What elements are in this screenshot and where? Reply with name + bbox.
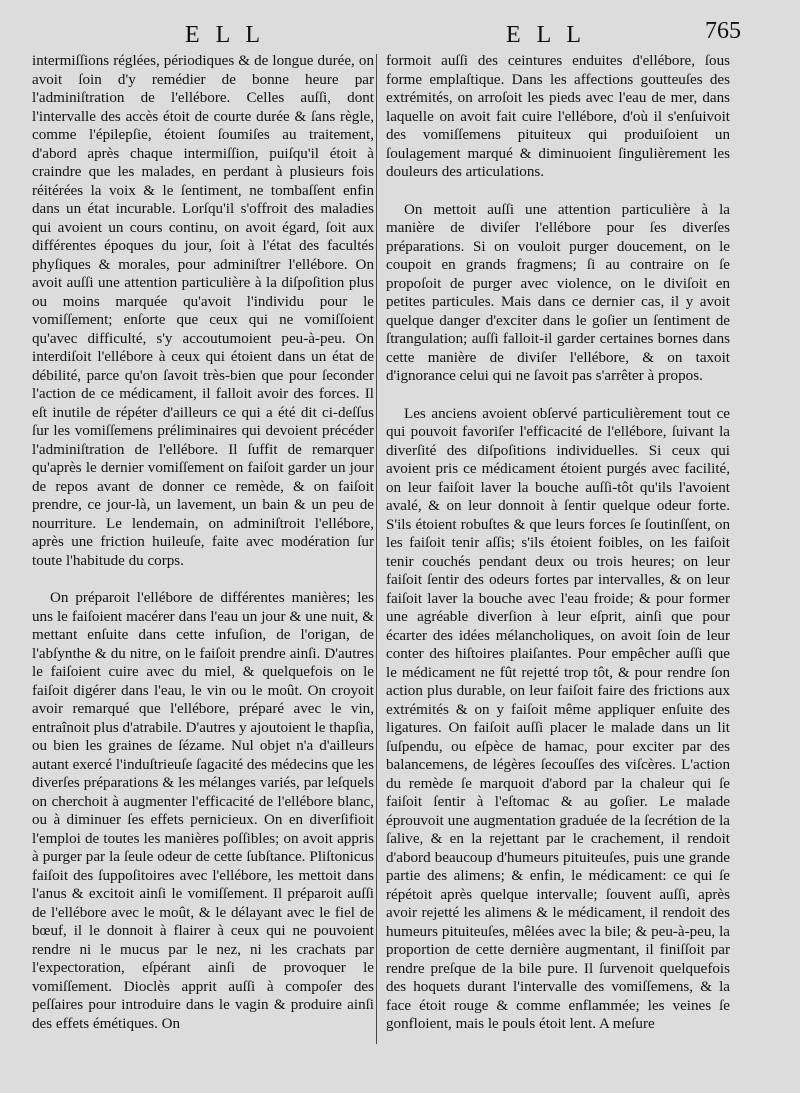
left-column <box>32 52 374 1033</box>
column-divider <box>376 54 377 1044</box>
running-head-right: E L L <box>506 22 587 48</box>
paragraph: formoit auſſi des ceintures enduites d'ellébore, ſous forme emplaſtique. Dans les affections goutteuſes des extrémités, on arroſoit les pieds avec l'eau de mer, dans laquelle on avoit fait cuire l'ellébore, d'où il s'enſuivoit des vomiſſemens pituiteux qui produiſoient un ſoulagement marqué & diminuoient ſingulièrement les douleurs des articulations. <box>386 53 730 180</box>
paragraph: On mettoit auſſi une attention particulière à la manière de diviſer l'ellébore pour ſes diverſes préparations. Si on vouloit purger doucement, on le coupoit en grands fragmens; ſi au contraire on ſe propoſoit de purger avec violence, on le diviſoit en petites particules. Mais dans ce dernier cas, il y avoit quelque danger d'exciter dans le goſier un ſentiment de ſtrangulation; auſſi falloit-il garder certaines bornes dans cette manière de diviſer l'ellébore, & on taxoit d'ignorance celui qui ne ſavoit pas s'arrêter à propos. <box>386 201 730 384</box>
page-number: 765 <box>705 18 741 44</box>
paragraph: Les anciens avoient obſervé particulièrement tout ce qui pouvoit favoriſer l'efficacité de l'ellébore, ſuivant la diverſité des diſpoſitions individuelles. Si ceux qui avoient pris ce médicament étoient purgés avec facilité, on leur faiſoit laver la bouche auſſi-tôt qu'ils l'avoient avalé, & on leur donnoit à ſentir quelque odeur forte. S'ils étoient robuſtes & que leurs forces ſe ſoutinſſent, on les faiſoit tenir aſſis; s'ils étoient foibles, on les faiſoit tenir couchés pendant deux ou trois heures; on leur faiſoit ſentir des odeurs fortes par intervalles, & on leur faiſoit laver la bouche avec l'eau froide; & pour former une agréable diverſion à leur eſprit, ainſi que pour écarter des idées mélancholiques, on avoit ſoin de leur conter des hiſtoires plaiſantes. Pour empêcher auſſi que le médicament ne fût rejetté trop tôt, & pour rendre ſon action plus durable, on leur faiſoit faire des frictions aux extrémités & on y faiſoit même appliquer enſuite des ligatures. On faiſoit auſſi placer le malade dans un lit ſuſpendu, ou eſpèce de hamac, pour exciter par des balancemens, de légères ſecouſſes des viſcères. L'action du remède ſe marquoit d'abord par la chaleur qui ſe faiſoit ſentir à l'eſtomac & au goſier. Le malade éprouvoit une augmentation graduée de la ſecrétion de la ſalive, & en la rejettant par le crachement, il rendoit d'abord beaucoup d'humeurs pituiteuſes, puis une grande partie des alimens; & enfin, le médicament: ce qui ſe répétoit après quelque intervalle; ſouvent auſſi, après avoir rejetté les alimens & le médicament, il rendoit des humeurs pituiteuſes, mêlées avec la bile; & peu-à-peu, la proportion de cette dernière augmentant, il finiſſoit par rendre preſque de la bile pure. Il ſurvenoit quelquefois des hoquets durant l'intervalle des vomiſſemens, & la face étoit rouge & comme enflammée; les veines ſe gonfloient, mais le pouls étoit lent. A meſure <box>386 405 730 1032</box>
paragraph: On préparoit l'ellébore de différentes manières; les uns le faiſoient macérer dans l'eau un jour & une nuit, & mettant enſuite dans cette infuſion, de l'origan, de l'abſynthe & du nitre, on le faiſoit prendre ainſi. D'autres le faiſoient cuire avec du miel, & quelquefois on le faiſoit digérer dans l'eau, le vin ou le moût. On croyoit avoir remarqué que l'ellébore, préparé avec le vin, entraînoit plus d'atrabile. D'autres y ajoutoient le thapſia, ou bien les graines de ſézame. Nul objet n'a d'ailleurs autant exercé l'induſtrieuſe ſagacité des médecins que les diverſes préparations & les mélanges variés, par leſquels on cherchoit à augmenter l'efficacité de l'ellébore blanc, ou à diminuer ſes effets pernicieux. On en diverſifioit l'emploi de toutes les manières poſſibles; on avoit appris à purger par la ſeule odeur de cette ſubſtance. Pliſtonicus faiſoit des ſuppoſitoires avec l'ellébore, les mettoit dans l'anus & excitoit ainſi le vomiſſement. Il préparoit auſſi de l'ellébore avec le moût, & le délayant avec le fiel de bœuf, il le donnoit à flairer à ceux qui ne pouvoient rendre ni le mucus par le nez, ni les crachats par l'expectoration, eſpérant ainſi de provoquer le vomiſſement. Dioclès apprit auſſi à compoſer des peſſaires pour introduire dans le vagin & produire ainſi des effets émétiques. On <box>32 590 375 1032</box>
right-column <box>386 52 730 1034</box>
paragraph: intermiſſions réglées, périodiques & de longue durée, on avoit ſoin d'y remédier de bonne heure par l'adminiſtration de l'ellébore. Celles auſſi, dont l'intervalle des accès étoit de courte durée & ſans règle, comme l'épilepſie, étoient ſoumiſes au traitement, d'abord après chaque intermiſſion, puiſqu'il étoit à craindre que les malades, en perdant à plusieurs fois réitérées la voix & le ſentiment, ne tombaſſent enfin dans un état incurable. Lorſqu'il s'offroit des maladies qui avoient un cours continu, on avoit égard, ſoit aux différentes époques du jour, ſoit à l'état des facultés phyſiques & morales, pour adminiſtrer l'ellébore. On avoit auſſi une attention particulière à la diſpoſition plus ou moins marquée qu'avoit l'individu pour le vomiſſement; enſorte que ceux qui ne vomiſſoient qu'avec difficulté, s'y accoutumoient peu-à-peu. On interdiſoit l'ellébore à ceux qui étoient dans un état de débilité, parce qu'on ſavoit très-bien que pour ſeconder l'action de ce médicament, il falloit avoir des forces. Il eſt inutile de répéter d'ailleurs ce qui a été dit ci-deſſus ſur les vomiſſemens préliminaires qui devoient précéder l'adminiſtration de l'ellébore. Il ſuffit de remarquer qu'après le dernier vomiſſement on faiſoit garder un jour de repos avant de donner ce remède, & on faiſoit prendre, ce jour-là, un lavement, un bain & un peu de nourriture. Le lendemain, on adminiſtroit l'ellébore, après une friction huileuſe, faite avec modération ſur toute l'habitude du corps. <box>32 53 374 569</box>
running-head-left: E L L <box>185 22 266 48</box>
